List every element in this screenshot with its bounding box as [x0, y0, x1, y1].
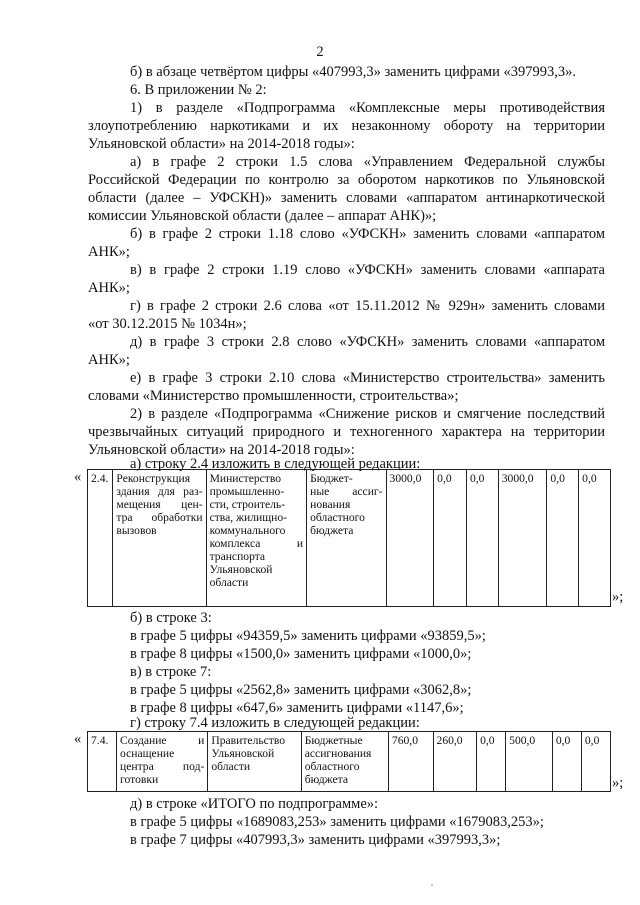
value-cell-total: 760,0	[388, 732, 433, 792]
cell-line: центра под-	[120, 760, 205, 773]
row-number: 7.4.	[88, 732, 117, 792]
value-cell-2017: 0,0	[547, 470, 579, 607]
value-cell-total: 3000,0	[386, 470, 434, 607]
table-row-7-4	[87, 731, 611, 792]
cell-line: коммунального	[209, 524, 286, 537]
paragraph-line: в графе 8 цифры «647,6» заменить цифрами «1147,6»;	[130, 700, 464, 716]
paragraph-line: в) в графе 2 строки 1.19 слово «УФСКН» заменить словами «аппарата	[130, 262, 605, 278]
paragraph-line: а) в графе 2 строки 1.5 слова «Управлением Федеральной службы	[130, 154, 605, 170]
paragraph-line: АНК»;	[88, 244, 130, 260]
value-cell-2018: 0,0	[581, 732, 610, 792]
cell-line: мещения цен-	[116, 498, 203, 511]
cell-line: Создание и	[120, 734, 205, 747]
cell-line: ассигнования	[304, 747, 372, 760]
cell-line: нования	[310, 498, 351, 511]
cell-line: вызовов	[116, 524, 157, 537]
paragraph-line: а) строку 2.4 изложить в следующей редакции:	[130, 456, 421, 472]
paragraph-line: АНК»;	[88, 352, 130, 368]
paragraph-line: Ульяновской области» на 2014-2018 годы»:	[88, 442, 355, 458]
paragraph-line: в графе 5 цифры «1689083,253» заменить цифрами «1679083,253»;	[130, 814, 544, 830]
funding-source-cell	[307, 470, 386, 607]
cell-line: бюджета	[304, 773, 348, 786]
paragraph-line: в) в строке 7:	[130, 664, 212, 680]
paragraph-line: в графе 5 цифры «2562,8» заменить цифрами «3062,8»;	[130, 682, 472, 698]
paragraph-line: г) строку 7.4 изложить в следующей редакции:	[130, 715, 420, 731]
scan-speck	[431, 884, 433, 886]
close-quote: »;	[612, 775, 624, 791]
paragraph-line: «от 30.12.2015 № 1034н»;	[88, 316, 247, 332]
cell-line: ные ассиг-	[310, 485, 383, 498]
cell-line: здания для раз-	[116, 485, 203, 498]
table-row-2-4	[87, 469, 611, 607]
value-cell-2014: 0,0	[434, 470, 467, 607]
paragraph-line: д) в графе 3 строки 2.8 слово «УФСКН» заменить словами «аппаратом	[130, 334, 605, 350]
paragraph-line: в графе 8 цифры «1500,0» заменить цифрами «1000,0»;	[130, 646, 472, 662]
paragraph-line: области (далее – УФСКН)» заменить словами «аппаратом антинаркотической	[88, 190, 605, 206]
cell-line: области	[211, 760, 251, 773]
paragraph-line: б) в абзаце четвёртом цифры «407993,3» заменить цифрами «397993,3».	[130, 64, 576, 80]
project-name-cell	[113, 470, 206, 607]
executor-cell	[208, 732, 301, 792]
value-cell-2017: 0,0	[552, 732, 581, 792]
paragraph-line: 2) в разделе «Подпрограмма «Снижение рисков и смягчение последствий	[130, 406, 605, 422]
paragraph-line: злоупотреблению наркотиками и их незаконному обороту на территории	[88, 118, 605, 134]
value-cell-2014: 260,0	[433, 732, 477, 792]
paragraph-line: 6. В приложении № 2:	[130, 82, 267, 98]
paragraph-line: в графе 7 цифры «407993,3» заменить цифрами «397993,3»;	[130, 832, 501, 848]
project-name-cell	[117, 732, 208, 792]
cell-line: бюджета	[310, 524, 354, 537]
value-cell-2015: 0,0	[477, 732, 506, 792]
open-quote: «	[74, 469, 82, 485]
cell-line: Ульяновской	[211, 747, 275, 760]
cell-line: Ульяновской	[209, 563, 273, 576]
cell-line: Правительство	[211, 734, 286, 747]
paragraph-line: д) в строке «ИТОГО по подпрограмме»:	[130, 796, 379, 812]
cell-line: ства, жилищно-	[209, 511, 288, 524]
value-cell-2016: 500,0	[506, 732, 553, 792]
cell-line: Министерство	[209, 472, 282, 485]
funding-source-cell	[301, 732, 388, 792]
paragraph-line: б) в строке 3:	[130, 610, 212, 626]
paragraph-line: Российской Федерации по контролю за оборотом наркотиков по Ульяновской	[88, 172, 605, 188]
cell-line: комплекса и	[209, 537, 304, 550]
cell-line: Бюджет-	[310, 472, 353, 485]
cell-line: оснащение	[120, 747, 175, 760]
paragraph-line: АНК»;	[88, 280, 130, 296]
paragraph-line: е) в графе 3 строки 2.10 слова «Министерство строительства» заменить	[130, 370, 605, 386]
cell-line: Реконструкция	[116, 472, 191, 485]
cell-line: области	[209, 576, 249, 589]
paragraph-line: г) в графе 2 строки 2.6 слова «от 15.11.2012 № 929н» заменить словами	[130, 298, 605, 314]
cell-line: транспорта	[209, 550, 266, 563]
cell-line: тра обработки	[116, 511, 203, 524]
paragraph-line: комиссии Ульяновской области (далее – аппарат АНК)»;	[88, 208, 437, 224]
paragraph-line: Ульяновской области» на 2014-2018 годы»:	[88, 136, 355, 152]
value-cell-2016: 3000,0	[498, 470, 547, 607]
cell-line: сти, строитель-	[209, 498, 286, 511]
page-number: 2	[316, 44, 324, 60]
executor-cell	[206, 470, 307, 607]
cell-line: промышленно-	[209, 485, 285, 498]
paragraph-line: чрезвычайных ситуаций природного и техногенного характера на территории	[88, 424, 605, 440]
cell-line: областного	[304, 760, 360, 773]
row-number: 2.4.	[88, 470, 113, 607]
open-quote: «	[74, 731, 82, 747]
cell-line: областного	[310, 511, 365, 524]
paragraph-line: словами «Министерство промышленности, строительства»;	[88, 388, 459, 404]
value-cell-2015: 0,0	[466, 470, 498, 607]
cell-line: готовки	[120, 773, 159, 786]
close-quote: »;	[612, 589, 624, 605]
value-cell-2018: 0,0	[579, 470, 611, 607]
paragraph-line: 1) в разделе «Подпрограмма «Комплексные меры противодействия	[130, 100, 605, 116]
paragraph-line: в графе 5 цифры «94359,5» заменить цифрами «93859,5»;	[130, 628, 486, 644]
paragraph-line: б) в графе 2 строки 1.18 слово «УФСКН» заменить словами «аппаратом	[130, 226, 605, 242]
cell-line: Бюджетные	[304, 734, 363, 747]
